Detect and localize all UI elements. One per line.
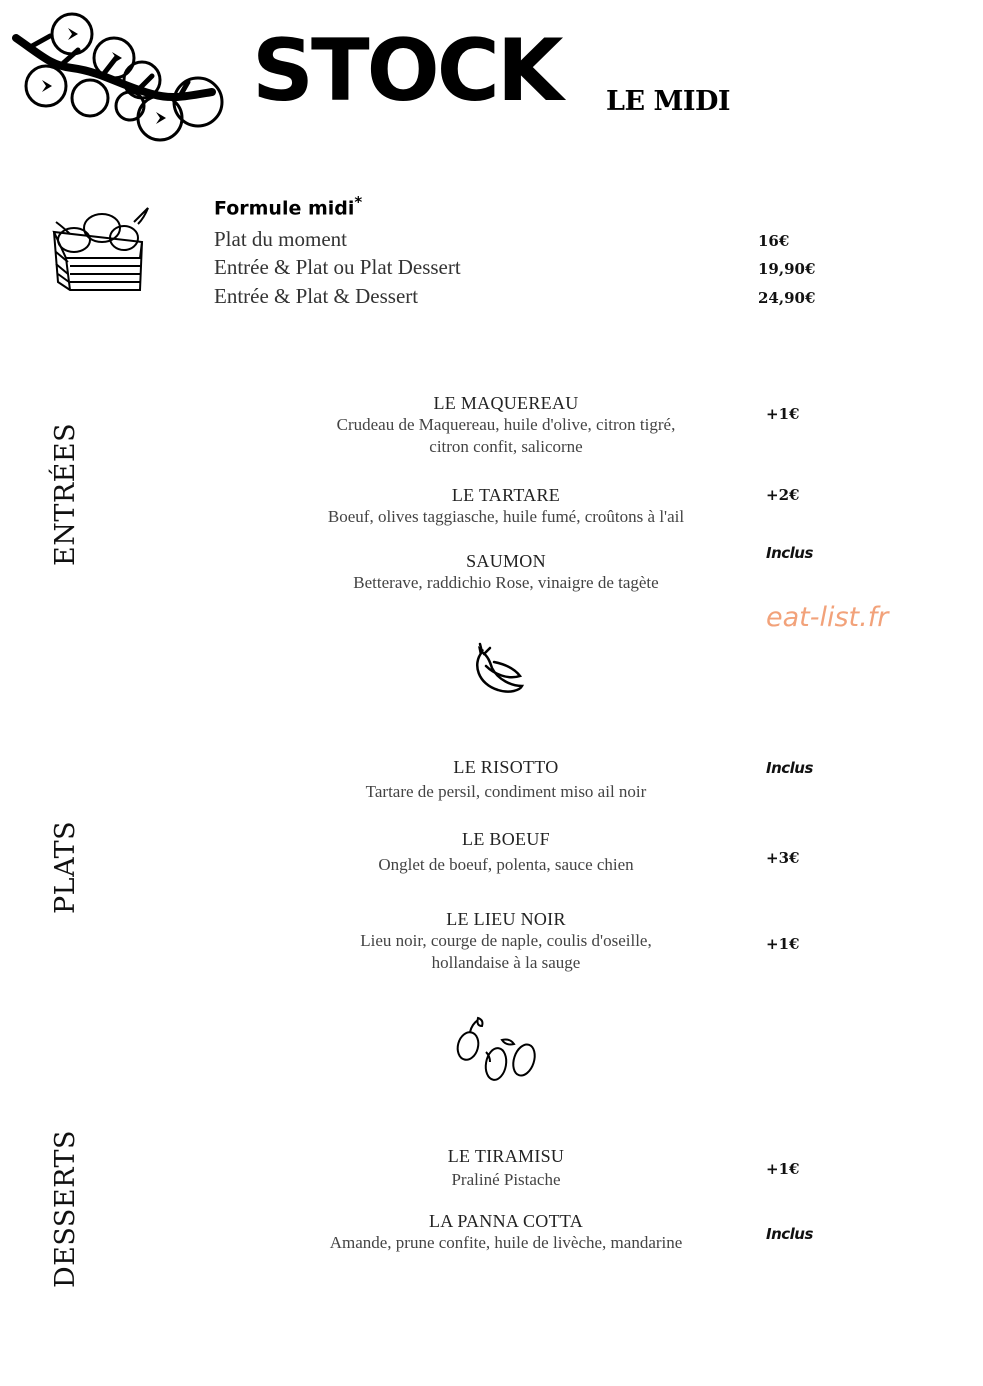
dish-item bbox=[286, 550, 726, 594]
formule-item-price: 16€ bbox=[758, 232, 790, 250]
dish-name: LE MAQUEREAU bbox=[433, 393, 579, 413]
dish-item bbox=[286, 908, 726, 974]
section-label-plats: PLATS bbox=[50, 820, 81, 914]
formule-item-price: 19,90€ bbox=[758, 260, 816, 278]
dish-name: LE BOEUF bbox=[462, 829, 550, 849]
dish-description: Amande, prune confite, huile de livèche, mandarine bbox=[329, 1233, 683, 1252]
vegetable-crate-icon bbox=[44, 202, 152, 298]
asterisk: * bbox=[354, 193, 363, 211]
dish-price: +1€ bbox=[766, 935, 800, 953]
formule-item-label: Entrée & Plat ou Plat Dessert bbox=[214, 255, 461, 279]
section-label-desserts: DESSERTS bbox=[50, 1130, 81, 1288]
dish-description: Crudeau de Maquereau, huile d'olive, citron tigré, bbox=[336, 415, 676, 434]
dish-name: LE LIEU NOIR bbox=[446, 909, 566, 929]
section-label-entrees: ENTRÉES bbox=[50, 422, 81, 566]
dish-description: Boeuf, olives taggiasche, huile fumé, croûtons à l'ail bbox=[327, 507, 685, 526]
dish-name: LA PANNA COTTA bbox=[428, 1211, 584, 1231]
dish-description: hollandaise à la sauge bbox=[431, 953, 581, 972]
dish-price: Inclus bbox=[766, 759, 813, 777]
brand-title: STOCK bbox=[252, 21, 561, 121]
plums-icon bbox=[452, 1014, 544, 1086]
dish-price: +1€ bbox=[766, 1160, 800, 1178]
dish-item bbox=[286, 392, 726, 458]
menu-subtitle: LE MIDI bbox=[606, 86, 731, 117]
dish-name: LE TARTARE bbox=[451, 485, 561, 505]
dish-name: LE TIRAMISU bbox=[447, 1146, 565, 1166]
formule-item-price: 24,90€ bbox=[758, 289, 816, 307]
formule-title: Formule midi* bbox=[214, 193, 363, 220]
watermark: eat-list.fr bbox=[766, 602, 889, 633]
dish-description: citron confit, salicorne bbox=[429, 437, 583, 456]
dish-item bbox=[286, 756, 726, 803]
dish-item bbox=[286, 1145, 726, 1191]
formule-item-label: Entrée & Plat & Dessert bbox=[214, 284, 419, 308]
dish-description: Tartare de persil, condiment miso ail noir bbox=[365, 782, 647, 801]
dish-description: Lieu noir, courge de naple, coulis d'oseille, bbox=[360, 931, 652, 950]
dish-price: +1€ bbox=[766, 405, 800, 423]
dish-name: SAUMON bbox=[466, 551, 546, 571]
dish-description: Praliné Pistache bbox=[451, 1170, 561, 1189]
formule-item-label: Plat du moment bbox=[214, 227, 347, 251]
dish-price: Inclus bbox=[766, 544, 813, 562]
dish-description: Onglet de boeuf, polenta, sauce chien bbox=[378, 855, 634, 874]
dish-price: +2€ bbox=[766, 486, 800, 504]
dish-name: LE RISOTTO bbox=[453, 757, 559, 777]
dish-description: Betterave, raddichio Rose, vinaigre de tagète bbox=[353, 573, 659, 592]
dish-item bbox=[286, 828, 726, 876]
dish-price: Inclus bbox=[766, 1225, 813, 1243]
chili-pepper-icon bbox=[468, 640, 526, 700]
dish-item bbox=[286, 1210, 726, 1254]
dish-item bbox=[286, 484, 726, 528]
tomato-vine-icon bbox=[12, 6, 227, 144]
dish-price: +3€ bbox=[766, 849, 800, 867]
